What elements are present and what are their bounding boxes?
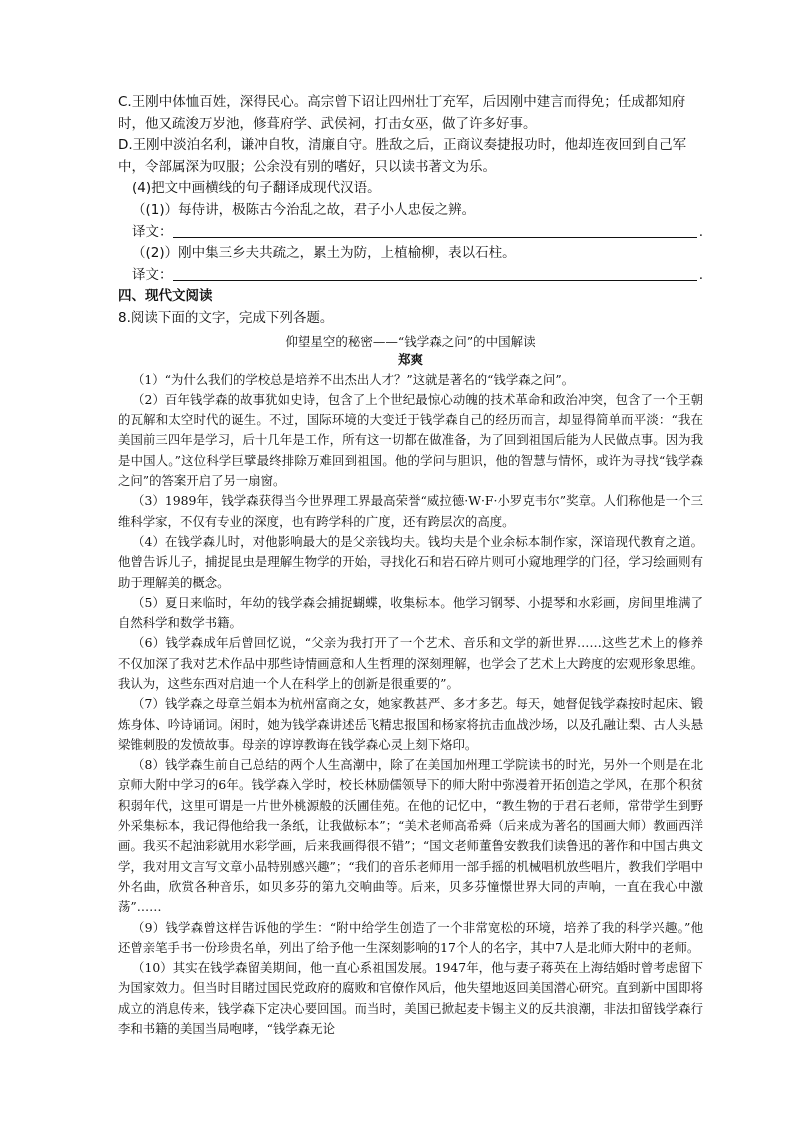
question-8-prompt: 8.阅读下面的文字，完成下列各题。 (118, 309, 334, 326)
question-4-prompt: (4)把文中画横线的句子翻译成现代汉语。 (132, 180, 381, 197)
document-page (118, 92, 703, 1039)
answer-line-1[interactable] (118, 222, 703, 244)
article-paragraph: （6）钱学森成年后曾回忆说，“父亲为我打开了一个艺术、音乐和文学的新世界……这些艺术上的修养不仅加深了我对艺术作品中那些诗情画意和人生哲理的深刻理解，也学会了艺术上大跨度的宏观形象思维。我认为，这些东西对启迪一个人在科学上的创新是很重要的”。 (118, 635, 703, 691)
article-title: 仰望星空的秘密——“钱学森之问”的中国解读 (285, 333, 536, 349)
sentence-1: （(1)）每侍讲，极陈古今治乱之故，君子小人忠佞之辨。 (132, 201, 476, 218)
article-paragraph: （5）夏日来临时，年幼的钱学森会捕捉蝴蝶，收集标本。他学习钢琴、小提琴和水彩画，房间里堆满了自然科学和数学书籍。 (118, 594, 703, 631)
answer-blank[interactable] (173, 279, 697, 281)
answer-line-2[interactable] (118, 265, 703, 287)
section-heading: 四、现代文阅读 (118, 288, 213, 305)
article-paragraph: （4）在钱学森儿时，对他影响最大的是父亲钱均夫。钱均夫是个业余标本制作家，深谙现代教育之道。他曾告诉儿子，捕捉昆虫是理解生物学的开始，寻找化石和岩石碎片则可小窥地理学的门径，学习绘画则有助于理解美的概念。 (118, 533, 703, 590)
answer-end: . (698, 266, 703, 283)
article-paragraph: （7）钱学森之母章兰娟本为杭州富商之女，她家教甚严、多才多艺。每天，她督促钱学森按时起床、锻炼身体、吟诗诵词。闲时，她为钱学森讲述岳飞精忠报国和杨家将抗击血战沙场，以及孔融让梨、古人头悬梁锥刺股的发愤故事。母亲的谆谆教诲在钱学森心灵上刻下烙印。 (118, 696, 703, 752)
answer-blank[interactable] (173, 236, 697, 238)
sentence-2: （(2)）刚中集三乡夫共疏之，累土为防，上植榆柳，表以石柱。 (132, 245, 516, 262)
article-paragraph: （3）1989年，钱学森获得当今世界理工界最高荣誉“威拉德·W·F·小罗克韦尔”奖章。人们称他是一个三维科学家，不仅有专业的深度，也有跨学科的广度，还有跨层次的高度。 (118, 493, 703, 529)
article-paragraph: （8）钱学森生前自己总结的两个人生高潮中，除了在美国加州理工学院读书的时光，另外一个则是在北京师大附中学习的6年。钱学森入学时，校长林励儒领导下的师大附中弥漫着开拓创造之学风，在那个积贫积弱年代，这里可谓是一片世外桃源般的沃圃佳苑。在他的记忆中，“教生物的于君石老师，常带学生到野外采集标本，我记得他给我一条纸，让我做标本”；“美术老师高希舜（后来成为著名的国画大师）教画西洋画。我买不起油彩就用水彩学画，后来我画得很不错”；“国文老师董鲁安教我们读鲁迅的著作和中国古典文学，我对用文言写文章小品特别感兴趣”；“我们的音乐老师用一部手摇的机械唱机放些唱片，教我们学唱中外名曲，欣赏各种音乐，如贝多芬的第九交响曲等。后来，贝多芬憧憬世界大同的声响，一直在我心中激荡”…… (118, 757, 703, 915)
article-paragraph: （1）“为什么我们的学校总是培养不出杰出人才？”这就是著名的“钱学森之问”。 (132, 371, 575, 387)
article-author: 郑爽 (397, 351, 423, 367)
option-d: D.王刚中淡泊名利，谦冲自牧，清廉自守。胜敌之后，正商议奏捷报功时，他却连夜回到自己军中，令部属深为叹服；公余没有别的嗜好，只以读书著文为乐。 (118, 137, 687, 175)
article-paragraph: （9）钱学森曾这样告诉他的学生：“附中给学生创造了一个非常宽松的环境，培养了我的科学兴趣。”他还曾亲笔手书一份珍贵名单，列出了给予他一生深刻影响的17个人的名字，其中7人是北师大附中的老师。 (118, 919, 703, 955)
article-paragraph: （10）其实在钱学森留美期间，他一直心系祖国发展。1947年，他与妻子蒋英在上海结婚时曾考虑留下为国家效力。但当时目睹过国民党政府的腐败和官僚作风后，他失望地返回美国潜心研究。直到新中国即将成立的消息传来，钱学森下定决心要回国。而当时，美国已掀起麦卡锡主义的反共浪潮，非法扣留钱学森行李和书籍的美国当局咆哮，“钱学森无论 (118, 960, 703, 1037)
option-c: C.王刚中体恤百姓，深得民心。高宗曾下诏让四州壮丁充军，后因刚中建言而得免；任成都知府时，他又疏浚万岁池，修葺府学、武侯祠，打击女巫，做了许多好事。 (118, 94, 686, 132)
article-paragraph: （2）百年钱学森的故事犹如史诗，包含了上个世纪最惊心动魄的技术革命和政治冲突，包含了一个王朝的瓦解和太空时代的诞生。不过，国际环境的大变迁于钱学森自己的经历而言，却显得简单而平淡：“我在美国前三四年是学习，后十几年是工作，所有这一切都在做准备，为了回到祖国后能为人民做点事。因为我是中国人。”这位科学巨擘最终排除万难回到祖国。他的学问与胆识，他的智慧与情怀，或许为寻找“钱学森之问”的答案开启了另一扇窗。 (118, 391, 703, 489)
answer-label: 译文： (132, 223, 173, 240)
answer-label: 译文： (132, 266, 173, 283)
answer-end: . (698, 223, 703, 240)
